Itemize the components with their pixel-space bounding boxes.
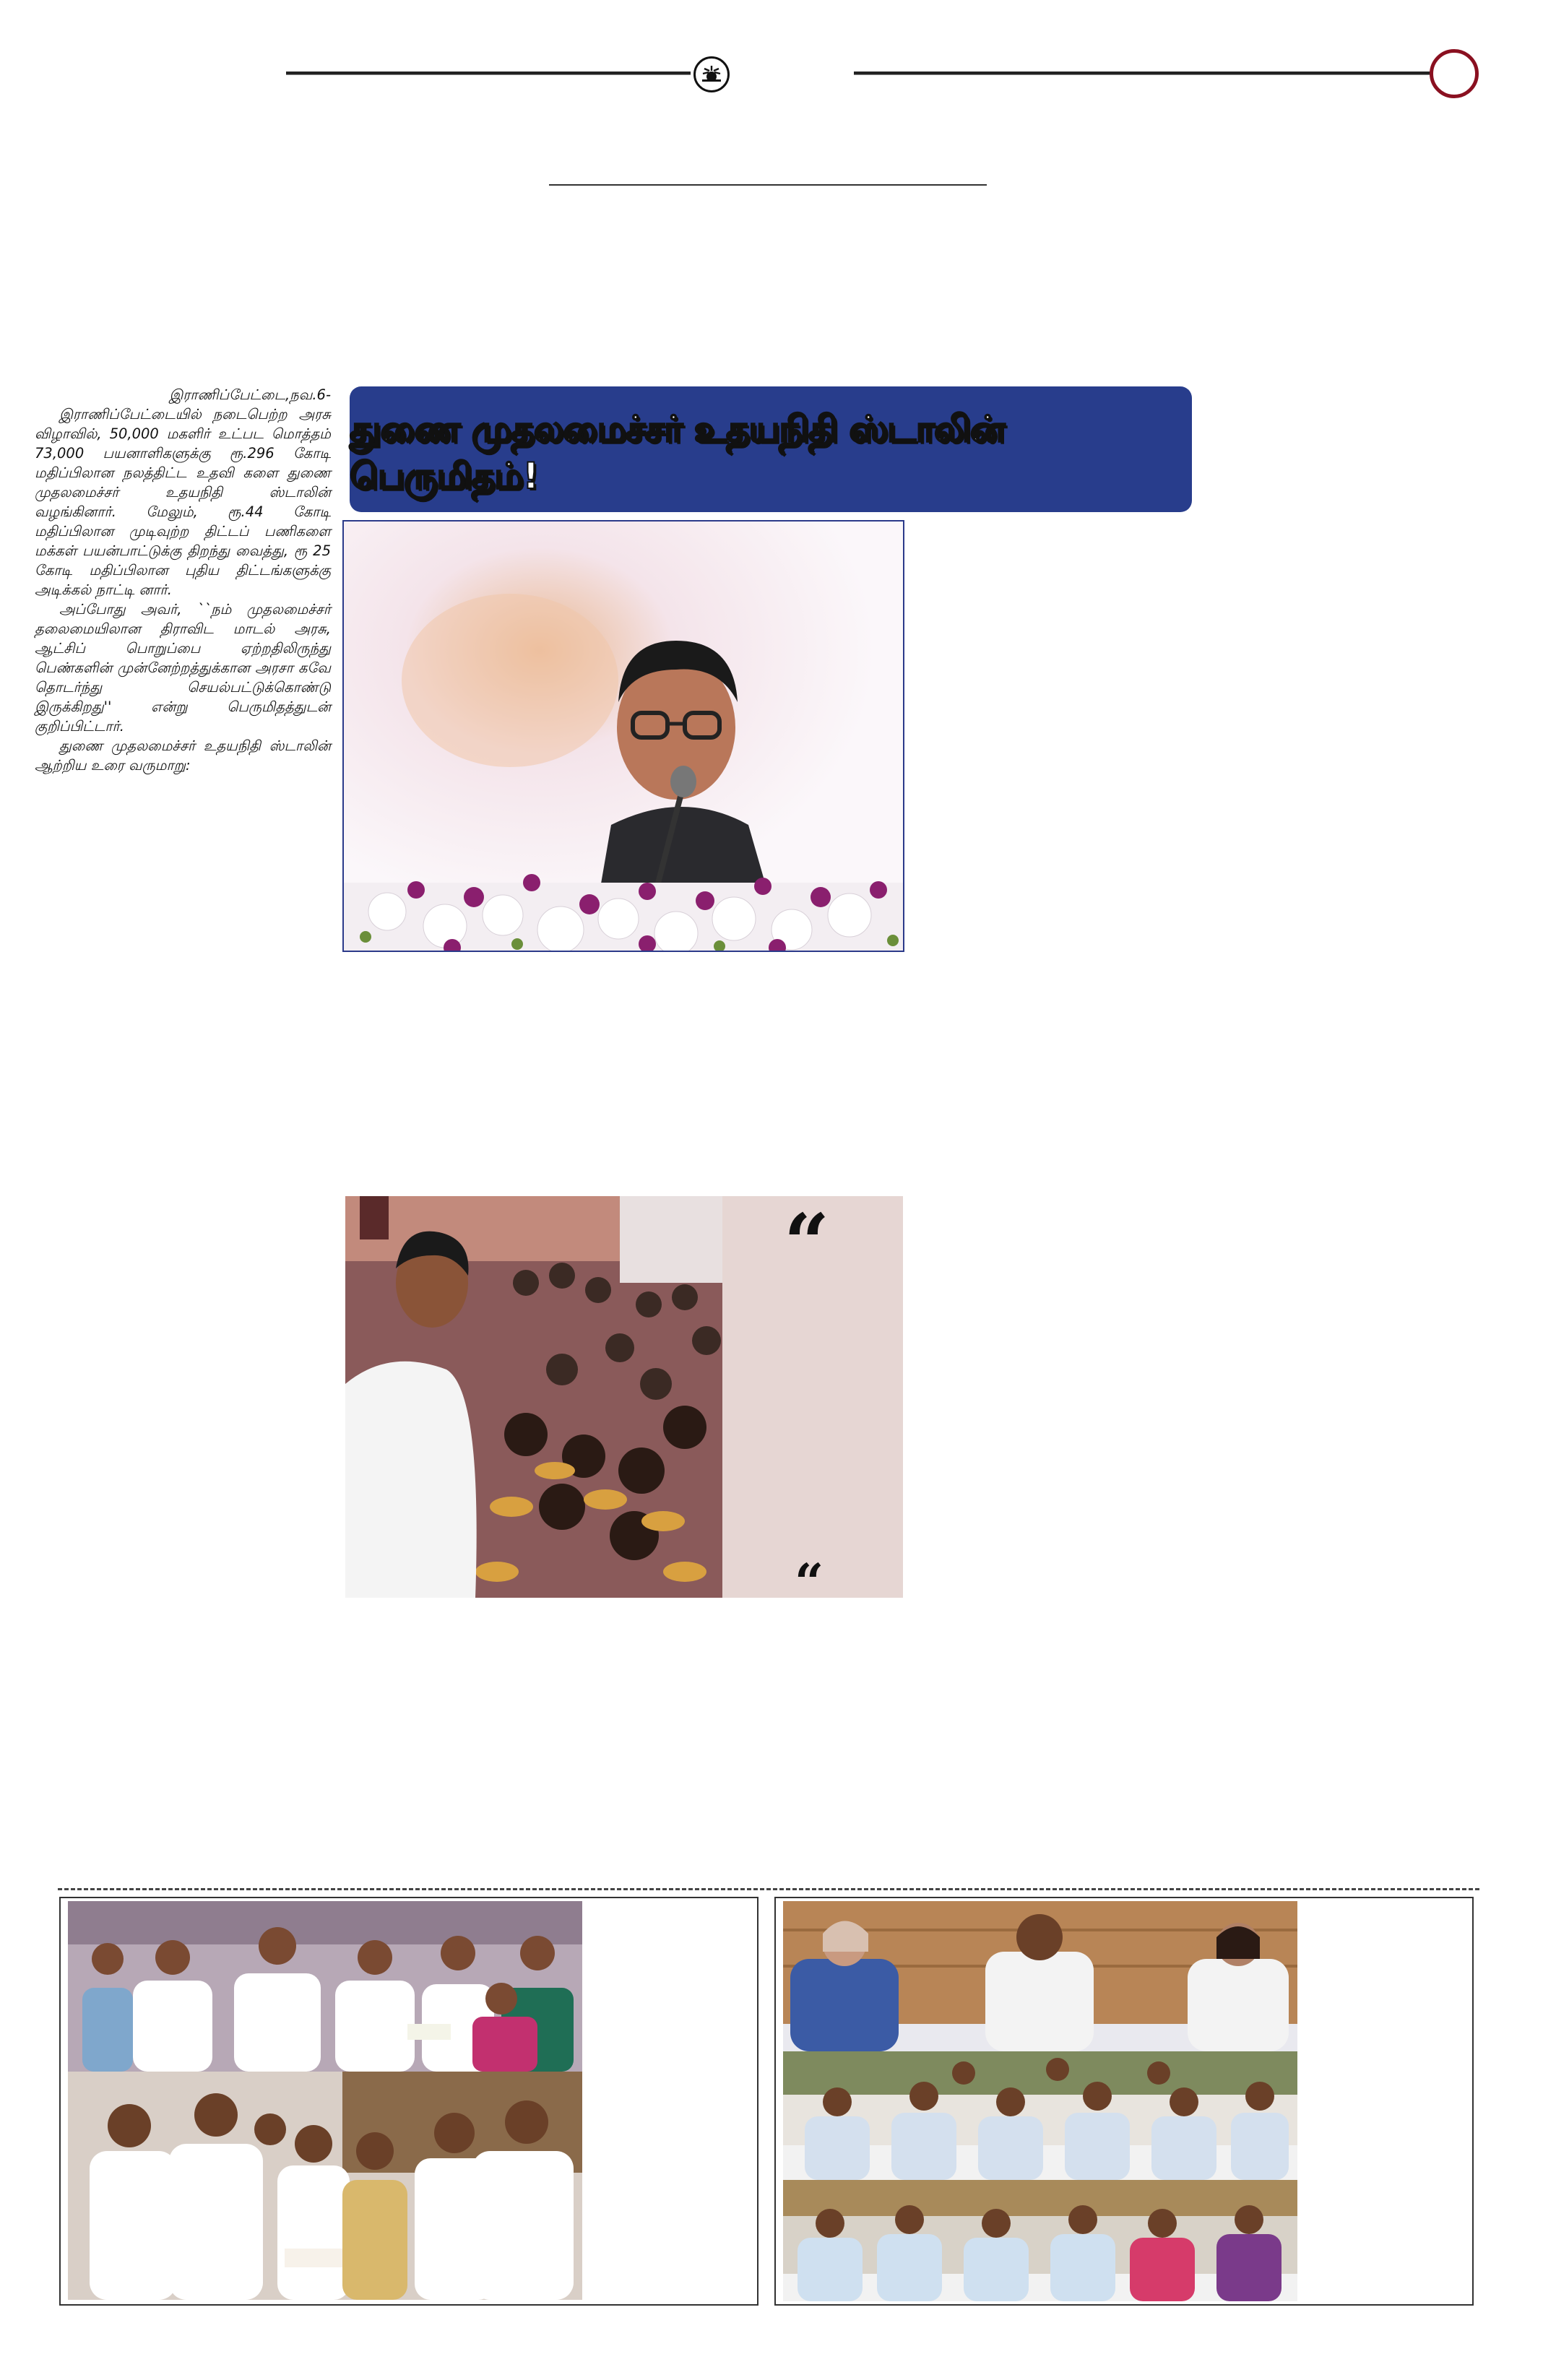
- meeting-officials-photo-2: [783, 2180, 1297, 2301]
- section-divider: [549, 184, 987, 186]
- header-rule-right: [854, 72, 1436, 75]
- page-number-circle-icon: [1430, 49, 1479, 98]
- article-body: [35, 404, 331, 775]
- section-separator: [58, 1888, 1479, 1890]
- crowd-photo: [345, 1196, 722, 1598]
- article-paragraph: துணை முதலமைச்சர் உதயநிதி ஸ்டாலின் ஆற்றிய உரை வருமாறு:: [35, 737, 331, 774]
- cheque-handover-photo-1: [68, 1901, 582, 2072]
- headline-banner: [350, 386, 1192, 512]
- headline-text: துணை முதலமைச்சர் உதயநிதி ஸ்டாலின் பெருமிதம்!: [350, 408, 1005, 497]
- article-paragraph: இராணிப்பேட்டையில் நடைபெற்ற அரசு விழாவில், 50,000 மகளிர் உட்பட மொத்தம் 73,000 பயனாளிகளுக்கு ரூ.296 கோடி மதிப்பிலான நலத்திட்ட உதவி களை துணை முதலமைச்சர் உதயநிதி ஸ்டாலின் வழங்கினார். மேலும், ரூ.44 கோடி மதிப்பிலான முடிவுற்ற திட்டப் பணிகளை மக்கள் பயன்பாட்டுக்கு திறந்து வைத்து, ரூ 25 கோடி மதிப்பிலான புதிய திட்டங்களுக்கு அடிக்கல் நாட்டி னார்.: [35, 406, 331, 598]
- close-quote-mark: “: [795, 1552, 824, 1612]
- meeting-officials-photo-1: [783, 2051, 1297, 2180]
- article-dateline: இராணிப்பேட்டை,நவ.6-: [169, 386, 331, 403]
- pull-quote-box: [722, 1196, 903, 1612]
- welfare-photos-box: [59, 1897, 758, 2306]
- meeting-dais-photo: [783, 1901, 1297, 2051]
- meeting-photos-box: [774, 1897, 1474, 2306]
- article-paragraph: அப்போது அவர், ``நம் முதலமைச்சர் தலைமையிலான திராவிட மாடல் அரசு, ஆட்சிப் பொறுப்பை ஏற்றதிலிருந்து பெண்களின் முன்னேற்றத்துக்கான அரசா கவே தொடர்ந்து செயல்பட்டுக்கொண்டு இருக்கிறது'' என்று பெருமிதத்துடன் குறிப்பிட்டார்.: [35, 601, 331, 735]
- speaker-photo: [342, 520, 904, 952]
- rising-sun-emblem-icon: [693, 56, 730, 92]
- open-quote-mark: “: [784, 1196, 830, 1289]
- cheque-handover-photo-2: [68, 2072, 582, 2300]
- header-rule-left: [286, 72, 691, 75]
